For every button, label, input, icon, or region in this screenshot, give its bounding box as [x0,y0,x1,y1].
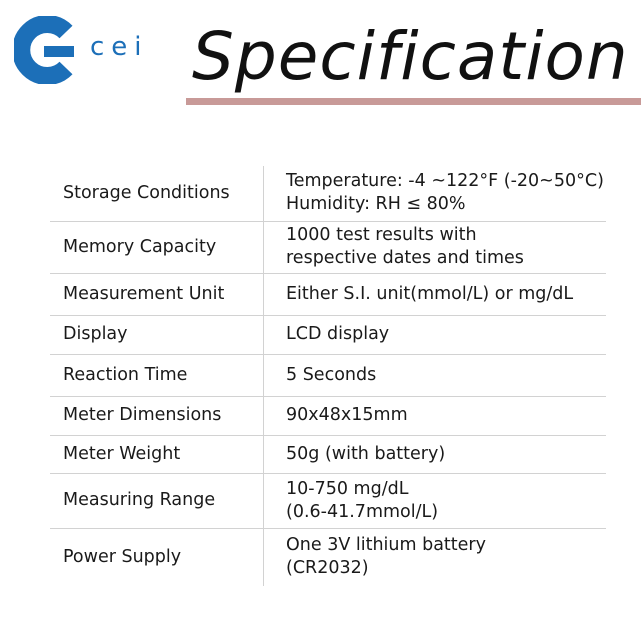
spec-value-line: Either S.I. unit(mmol/L) or mg/dL [286,283,574,304]
logo [14,16,74,84]
spec-value-line: LCD display [286,324,390,344]
spec-value [264,396,607,435]
spec-value-line: 50g (with battery) [286,443,446,464]
spec-label: Measuring Range [50,473,264,528]
spec-value [264,315,607,354]
table-row [50,528,606,586]
table-row [50,354,606,396]
spec-value [264,473,607,528]
spec-label: Reaction Time [50,354,264,396]
table-row [50,166,606,221]
spec-label: Power Supply [50,528,264,586]
spec-value [264,435,607,473]
table-row [50,435,606,473]
spec-value [264,528,607,586]
spec-value [264,166,607,221]
table-row [50,473,606,528]
spec-label: Display [50,315,264,354]
spec-value-line: 10-750 mg/dL [286,478,409,499]
spec-value-line: Humidity: RH ≤ 80% [286,194,466,215]
spec-value-line: (0.6-41.7mmol/L) [286,501,439,522]
spec-value-line: 90x48x15mm [286,405,408,425]
title-underline [186,98,641,105]
spec-value-line: One 3V lithium battery [286,535,486,556]
spec-label: Measurement Unit [50,273,264,315]
spec-value-line: respective dates and times [286,248,524,268]
spec-value-line: (CR2032) [286,558,369,579]
spec-value-line: 1000 test results with [286,225,477,245]
logo-icon [14,16,74,84]
brand-name: cei [90,32,149,62]
spec-label: Meter Weight [50,435,264,473]
table-row [50,273,606,315]
table-row [50,315,606,354]
spec-label: Memory Capacity [50,221,264,273]
spec-value [264,273,607,315]
table-row [50,221,606,273]
spec-value-line: Temperature: -4 ~122°F (-20~50°C) [286,171,604,192]
spec-value-line: 5 Seconds [286,364,377,385]
table-row [50,396,606,435]
spec-value [264,221,607,273]
spec-label: Meter Dimensions [50,396,264,435]
spec-table [50,166,606,586]
spec-label: Storage Conditions [50,166,264,221]
spec-value [264,354,607,396]
page-title: Specification [192,18,629,95]
